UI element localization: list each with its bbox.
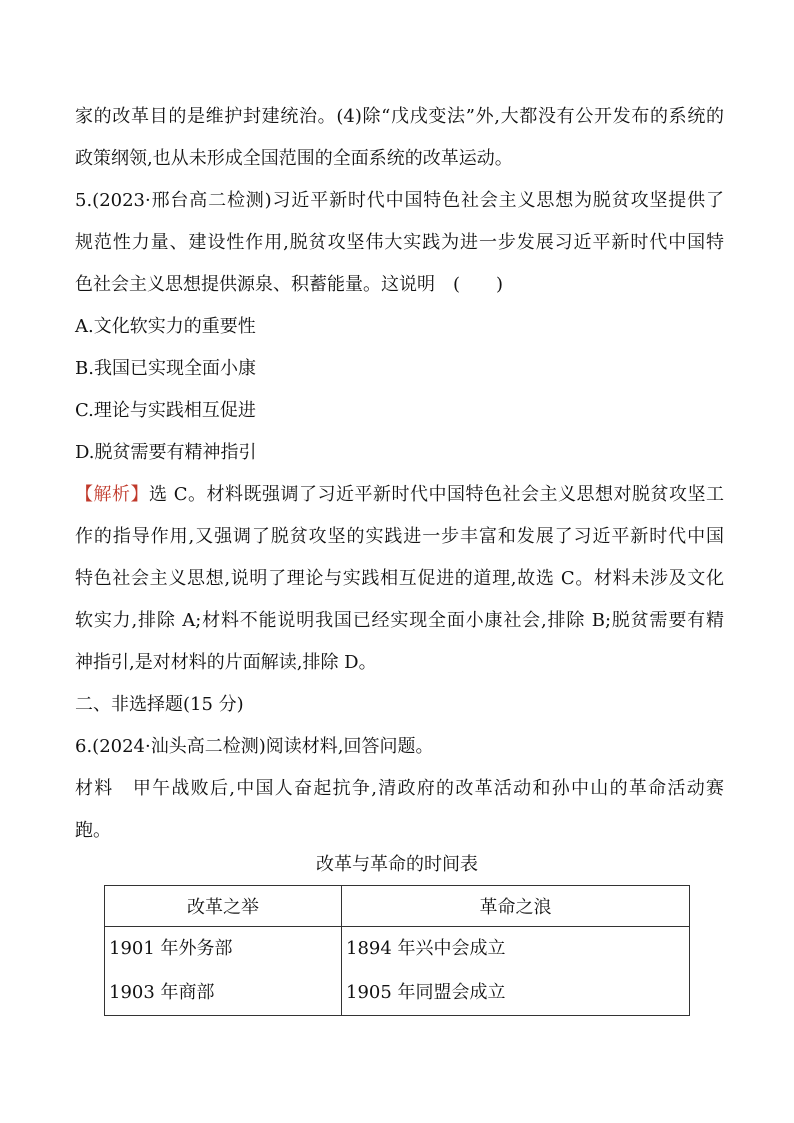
question-6-stem: 6.(2024·汕头高二检测)阅读材料,回答问题。: [75, 736, 434, 757]
question-5-stem: 5.(2023·邢台高二检测)习近平新时代中国特色社会主义思想为脱贫攻坚提供了: [75, 190, 724, 211]
reform-cell: [105, 927, 342, 1016]
text-line: 跑。: [75, 820, 111, 841]
table-item: 1903 年商部: [109, 982, 215, 1003]
analysis-line: [75, 482, 724, 508]
analysis-tag: 【解析】: [75, 484, 149, 505]
material-text: 材料 甲午战败后,中国人奋起抗争,清政府的改革活动和孙中山的革命活动赛: [75, 778, 724, 799]
text-line: 规范性力量、建设性作用,脱贫攻坚伟大实践为进一步发展习近平新时代中国特: [75, 232, 724, 253]
table-item: 1901 年外务部: [109, 938, 233, 959]
header-reform: 改革之举: [105, 886, 342, 927]
text-line: 政策纲领,也从未形成全国范围的全面系统的改革运动。: [75, 148, 513, 169]
option-a: A.文化软实力的重要性: [75, 316, 256, 337]
text-line: 特色社会主义思想,说明了理论与实践相互促进的道理,故选 C。材料未涉及文化: [75, 568, 724, 589]
option-d: D.脱贫需要有精神指引: [75, 442, 257, 463]
table-item: 1894 年兴中会成立: [346, 938, 506, 959]
option-c: C.理论与实践相互促进: [75, 400, 256, 421]
header-revolution: 革命之浪: [342, 886, 690, 927]
timeline-table: [104, 885, 690, 1016]
table-header-row: [105, 886, 690, 927]
text-line: 作的指导作用,又强调了脱贫攻坚的实践进一步丰富和发展了习近平新时代中国: [75, 526, 724, 547]
text-line: 神指引,是对材料的片面解读,排除 D。: [75, 652, 377, 673]
table-item: 1905 年同盟会成立: [346, 982, 506, 1003]
text-line: 色社会主义思想提供源泉、积蓄能量。这说明 ( ): [75, 274, 504, 295]
revolution-cell: [342, 927, 690, 1016]
table-caption: 改革与革命的时间表: [316, 854, 478, 875]
option-b: B.我国已实现全面小康: [75, 358, 256, 379]
text-line: 软实力,排除 A;材料不能说明我国已经实现全面小康社会,排除 B;脱贫需要有精: [75, 610, 724, 631]
analysis-text: 选 C。材料既强调了习近平新时代中国特色社会主义思想对脱贫攻坚工: [149, 484, 724, 505]
section-heading: 二、非选择题(15 分): [75, 694, 244, 715]
table-row: [105, 927, 690, 1016]
text-line: 家的改革目的是维护封建统治。(4)除“戊戌变法”外,大都没有公开发布的系统的: [75, 106, 724, 127]
